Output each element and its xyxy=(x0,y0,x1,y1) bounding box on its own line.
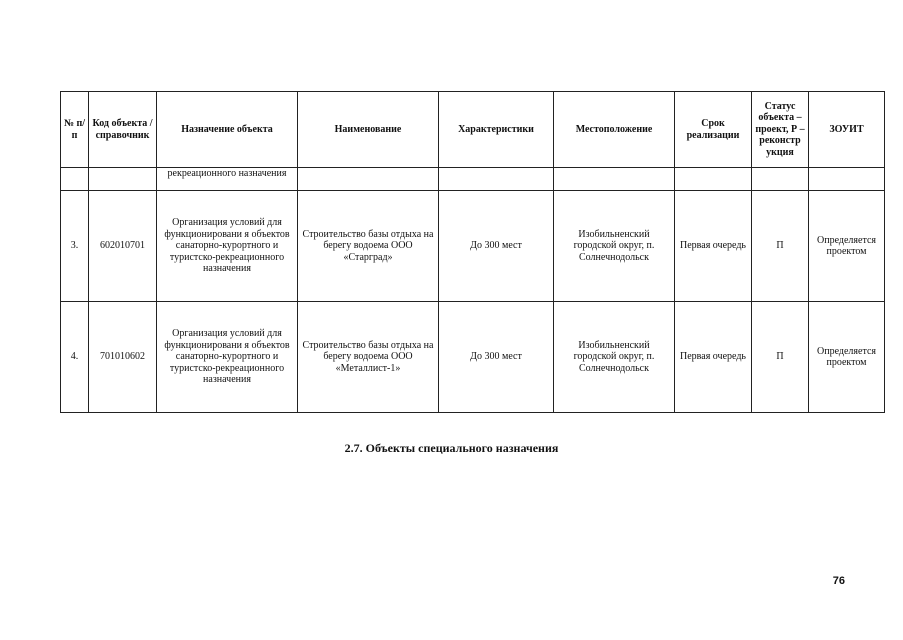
cell-term: Первая очередь xyxy=(675,302,752,413)
cell-status: П xyxy=(752,191,809,302)
header-purpose: Назначение объекта xyxy=(157,92,298,168)
header-name: Наименование xyxy=(298,92,439,168)
page-number: 76 xyxy=(832,575,845,587)
header-num: № п/п xyxy=(61,92,89,168)
cell-name: Строительство базы отдыха на берегу водоема ООО «Металлист-1» xyxy=(298,302,439,413)
cell-status: П xyxy=(752,302,809,413)
objects-table xyxy=(60,91,885,413)
table-header-row xyxy=(61,92,885,168)
cell-num: 4. xyxy=(61,302,89,413)
cell-name: Строительство базы отдыха на берегу водоема ООО «Старград» xyxy=(298,191,439,302)
table-row xyxy=(61,191,885,302)
cell-zouit: Определяется проектом xyxy=(809,191,885,302)
cell-characteristics: До 300 мест xyxy=(439,302,554,413)
cell-purpose: Организация условий для функционировани я объектов санаторно-курортного и туристско-рекреационного назначения xyxy=(157,191,298,302)
cell-num: 3. xyxy=(61,191,89,302)
cell-zouit: Определяется проектом xyxy=(809,302,885,413)
cell-empty xyxy=(61,168,89,191)
cell-term: Первая очередь xyxy=(675,191,752,302)
section-title: 2.7. Объекты специального назначения xyxy=(344,441,559,455)
cell-code: 602010701 xyxy=(89,191,157,302)
cell-location: Изобильненский городской округ, п. Солнечнодольск xyxy=(554,302,675,413)
cell-purpose: Организация условий для функционировани я объектов санаторно-курортного и туристско-рекреационного назначения xyxy=(157,302,298,413)
cell-empty xyxy=(752,168,809,191)
header-zouit: ЗОУИТ xyxy=(809,92,885,168)
cell-code: 701010602 xyxy=(89,302,157,413)
header-location: Местоположение xyxy=(554,92,675,168)
header-status: Статус объекта – проект, Р – реконстр укция xyxy=(752,92,809,168)
cell-empty xyxy=(298,168,439,191)
cell-empty xyxy=(809,168,885,191)
header-characteristics: Характеристики xyxy=(439,92,554,168)
header-term: Срок реализации xyxy=(675,92,752,168)
table-row xyxy=(61,302,885,413)
table-row-continuation xyxy=(61,168,885,191)
cell-purpose: рекреационного назначения xyxy=(157,168,298,191)
cell-location: Изобильненский городской округ, п. Солнечнодольск xyxy=(554,191,675,302)
header-code: Код объекта / справочник xyxy=(89,92,157,168)
cell-empty xyxy=(675,168,752,191)
cell-empty xyxy=(89,168,157,191)
cell-empty xyxy=(554,168,675,191)
cell-empty xyxy=(439,168,554,191)
cell-characteristics: До 300 мест xyxy=(439,191,554,302)
